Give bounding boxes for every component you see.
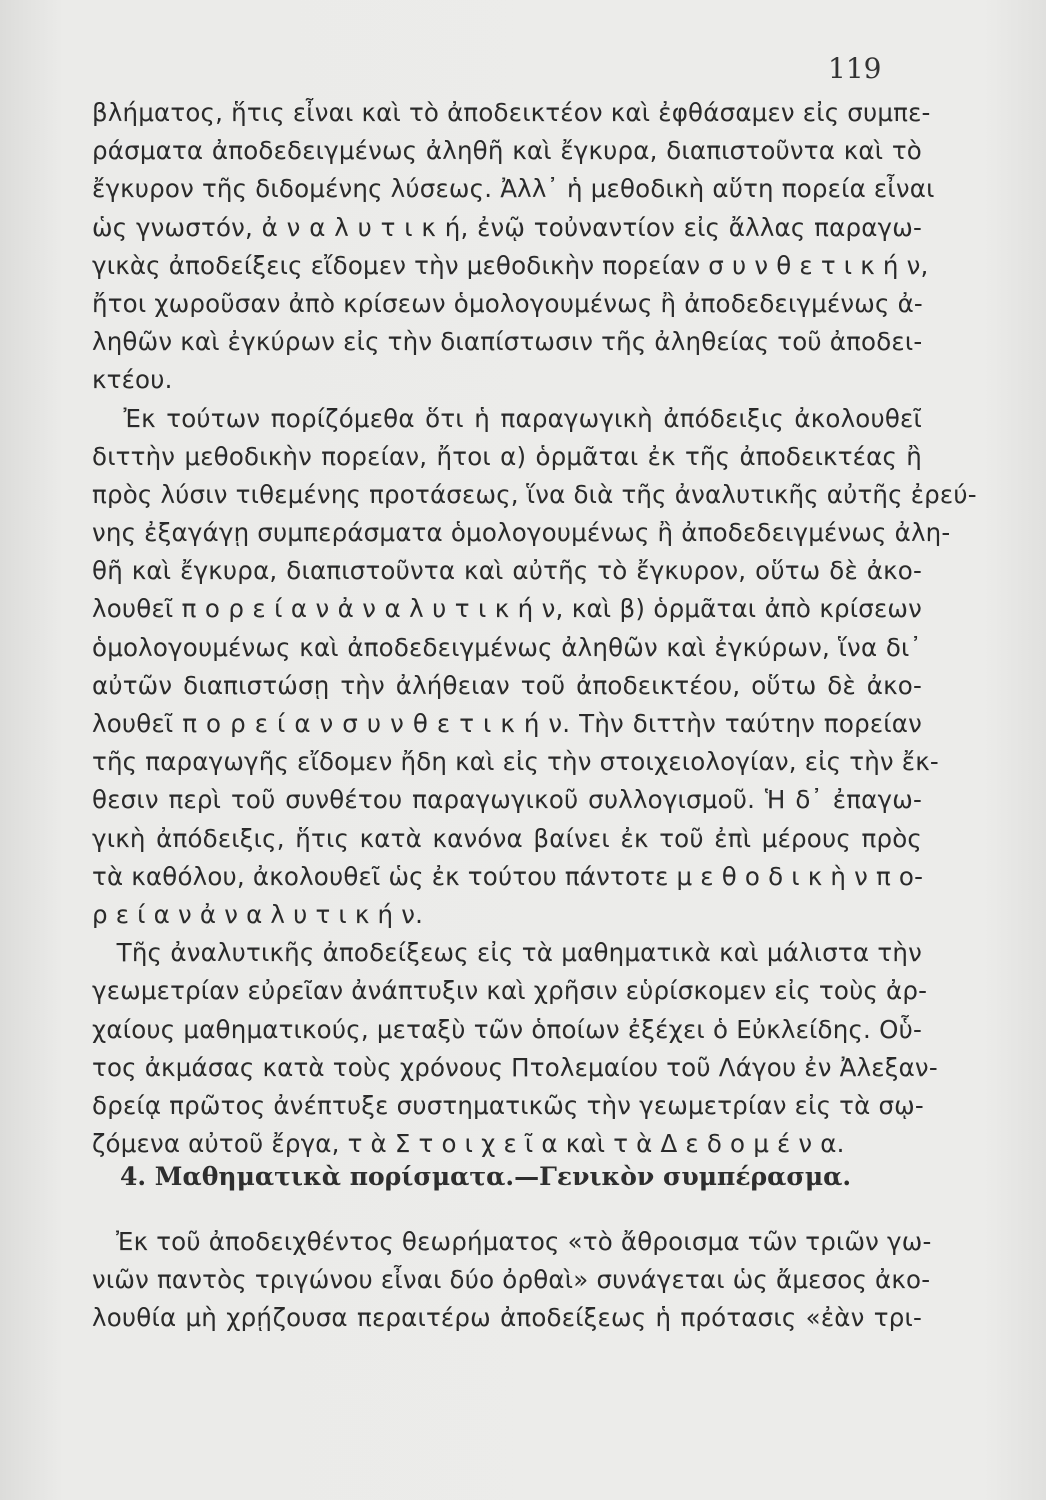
text-line: ράσματα ἀποδεδειγμένως ἀληθῆ καὶ ἔγκυρα, διαπιστοῦντα καὶ τὸ [92,136,922,166]
text-line: πρὸς λύσιν τιθεμένης προτάσεως, ἵνα διὰ τῆς ἀναλυτικῆς αὐτῆς ἐρεύ- [92,479,977,509]
text-line: γικὴ ἀπόδειξις, ἥτις κατὰ κανόνα βαίνει ἐκ τοῦ ἐπὶ μέρους πρὸς [92,823,922,853]
text-line: δρείᾳ πρῶτος ἀνέπτυξε συστηματικῶς τὴν γεωμετρίαν εἰς τὰ σῳ- [92,1090,924,1120]
text-line: διττὴν μεθοδικὴν πορείαν, ἤτοι α) ὁρμᾶται ἐκ τῆς ἀποδεικτέας ἢ [92,441,922,471]
page-number: 119 [828,52,882,85]
text-line: λουθία μὴ χρῄζουσα περαιτέρω ἀποδείξεως ἡ πρότασις «ἐὰν τρι- [92,1303,922,1333]
text-line: τὰ καθόλου, ἀκολουθεῖ ὡς ἐκ τούτου πάντοτε μ ε θ ο δ ι κ ὴ ν π ο- [92,861,924,891]
text-line: Τῆς ἀναλυτικῆς ἀποδείξεως εἰς τὰ μαθηματικὰ καὶ μάλιστα τὴν [92,938,922,968]
text-line: ληθῶν καὶ ἐγκύρων εἰς τὴν διαπίστωσιν τῆς ἀληθείας τοῦ ἀποδει- [92,327,923,357]
text-line: θῆ καὶ ἔγκυρα, διαπιστοῦντα καὶ αὐτῆς τὸ ἔγκυρον, οὕτω δὲ ἀκο- [92,556,922,586]
text-line: νης ἐξαγάγῃ συμπεράσματα ὁμολογουμένως ἢ ἀποδεδειγμένως ἀλη- [92,518,951,548]
text-line: τος ἀκμάσας κατὰ τοὺς χρόνους Πτολεμαίου τοῦ Λάγου ἐν Ἀλεξαν- [92,1052,938,1082]
text-line: τῆς παραγωγῆς εἴδομεν ἤδη καὶ εἰς τὴν στοιχειολογίαν, εἰς τὴν ἔκ- [92,747,939,777]
text-line: γεωμετρίαν εὐρεῖαν ἀνάπτυξιν καὶ χρῆσιν εὑρίσκομεν εἰς τοὺς ἀρ- [92,976,928,1006]
text-line: ἔγκυρον τῆς διδομένης λύσεως. Ἀλλ᾿ ἡ μεθοδικὴ αὕτη πορεία εἶναι [92,174,935,204]
text-line: χαίους μαθηματικούς, μεταξὺ τῶν ὁποίων ἐξέχει ὁ Εὐκλείδης. Οὗ- [92,1014,922,1044]
text-line: θεσιν περὶ τοῦ συνθέτου παραγωγικοῦ συλλογισμοῦ. Ἡ δ᾿ ἐπαγω- [92,785,922,815]
text-line: κτέου. [92,365,173,395]
text-line: ὁμολογουμένως καὶ ἀποδεδειγμένως ἀληθῶν καὶ ἐγκύρων, ἵνα δι᾿ [92,632,922,662]
section-text [92,1223,932,1338]
text-line: Ἐκ τοῦ ἀποδειχθέντος θεωρήματος «τὸ ἄθροισμα τῶν τριῶν γω- [92,1227,932,1256]
text-line: βλήματος, ἥτις εἶναι καὶ τὸ ἀποδεικτέον καὶ ἐφθάσαμεν εἰς συμπε- [92,98,931,127]
text-line: Ἐκ τούτων πορίζόμεθα ὅτι ἡ παραγωγικὴ ἀπόδειξις ἀκολουθεῖ [92,403,922,433]
text-line: αὐτῶν διαπιστώσῃ τὴν ἀλήθειαν τοῦ ἀποδεικτέου, οὕτω δὲ ἀκο- [92,670,922,700]
text-line: ἤτοι χωροῦσαν ἀπὸ κρίσεων ὁμολογουμένως ἢ ἀποδεδειγμένως ἀ- [92,288,923,318]
text-line: ζόμενα αὐτοῦ ἔργα, τ ὰ Σ τ ο ι χ ε ῖ α καὶ τ ὰ Δ ε δ ο μ έ ν α. [92,1129,845,1159]
body-text [92,94,977,1163]
text-line: λουθεῖ π ο ρ ε ί α ν σ υ ν θ ε τ ι κ ή ν. Τὴν διττὴν ταύτην πορείαν [92,709,922,738]
text-line: λουθεῖ π ο ρ ε ί α ν ἀ ν α λ υ τ ι κ ή ν, καὶ β) ὁρμᾶται ἀπὸ κρίσεων [92,594,922,624]
text-line: γικὰς ἀποδείξεις εἴδομεν τὴν μεθοδικὴν πορείαν σ υ ν θ ε τ ι κ ή ν, [92,250,929,280]
section-heading: 4. Μαθηματικὰ πορίσματα.—Γενικὸν συμπέρασμα. [120,1162,852,1191]
text-line: ὡς γνωστόν, ἀ ν α λ υ τ ι κ ή, ἐνῷ τοὐναντίον εἰς ἄλλας παραγω- [92,212,922,242]
text-line: νιῶν παντὸς τριγώνου εἶναι δύο ὀρθαὶ» συνάγεται ὡς ἄμεσος ἀκο- [92,1265,931,1295]
text-line: ρ ε ί α ν ἀ ν α λ υ τ ι κ ή ν. [92,899,424,929]
